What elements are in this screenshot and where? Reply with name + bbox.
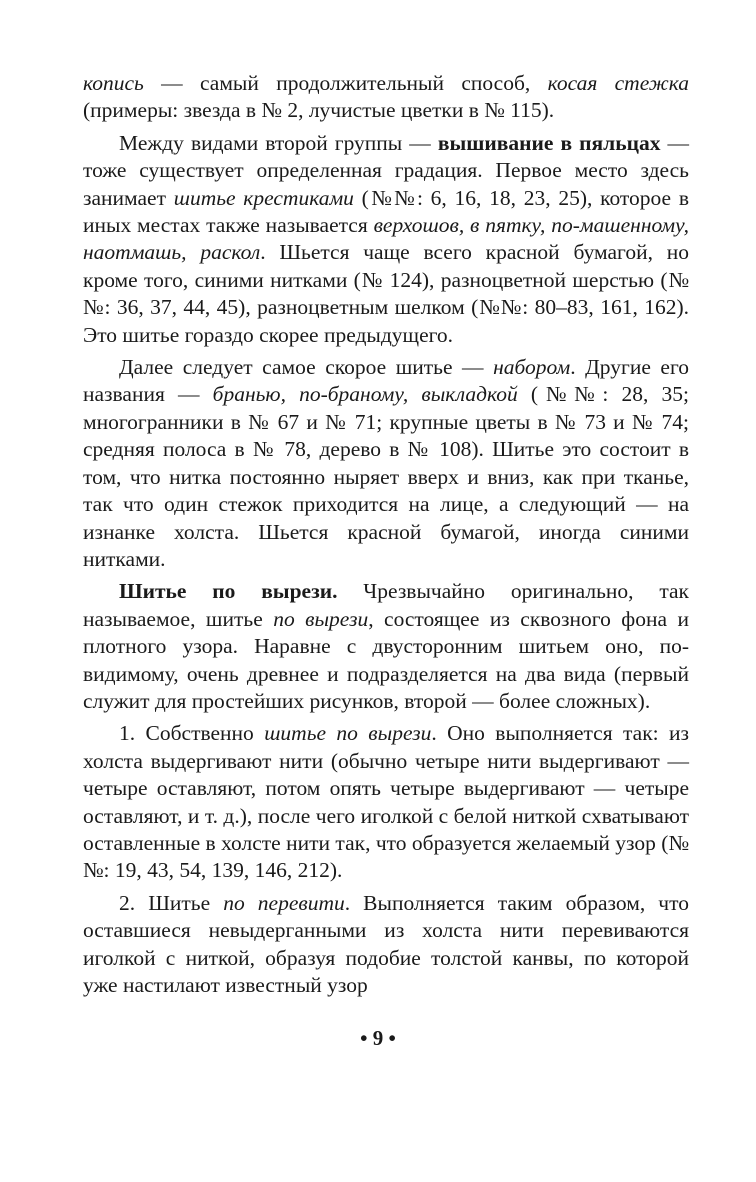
paragraph-6: 2. Шитье по перевити. Выполняется таким образом, что оставшиеся невыдерганными из холста нити перевиваются иголкой с ниткой, образуя подобие толстой канвы, по которой уже настилают известный узор [83,890,689,997]
term-po-pereviti: по перевити [223,890,345,915]
page-number: • 9 • [360,1026,396,1050]
section-heading-shitye-po-vyrezi: Шитье по вырези. [119,579,338,604]
paragraph-4: Шитье по вырези. Чрезвычайно оригинально, так называемое, шитье по вырези, состоящее из сквозного фона и плотного узора. Наравне с двусторонним шитьем оно, по-видимому, очень древнее и подразделяется на два вида (первый служит для простейших рисунков, второй — более сложных). [83,579,689,713]
term-naborom: набором [493,355,571,380]
term-kopis: копись [83,71,144,95]
term-synonyms: верхошов, в пятку, по-машенному, наотмашь, раскол [83,213,689,265]
paragraph-5: 1. Собственно шитье по вырези. Оно выполняется так: из холста выдергивают нити (обычно четыре нити выдергивают — четыре оставляют, потом опять четыре выдергивают — четыре оставляют, и т. д.), после чего иголкой с белой ниткой схватывают оставленные в холсте нити так, что образуется желаемый узор (№№: 19, 43, 54, 139, 146, 212). [83,721,690,883]
term-po-vyrezi: по вырези [273,606,369,631]
paragraph-2: Между видами второй группы — вышивание в пяльцах — тоже существует определенная градация. Первое место здесь занимает шитье крестиками (№№: 6, 16, 18, 23, 25), которое в иных местах также называется верхошов, в пятку, по-машенному, наотмашь, раскол. Шьется чаще всего красной бумагой, но кроме того, синими нитками (№ 124), разноцветной шерстью (№№: 36, 37, 44, 45), разноцветным шелком (№№: 80–83, 161, 162). Это шитье гораздо скорее предыдущего. [83,130,690,347]
term-shitye-krestikami: шитье крестиками [173,185,354,210]
paragraph-1: копись — самый продолжительный способ, косая стежка (примеры: звезда в № 2, лучистые цветки в № 115). [83,71,689,123]
term-kosaya-stezhka: косая стежка [547,71,689,95]
term-branyu: бранью, по-браному, выкладкой [212,382,518,407]
paragraph-3: Далее следует самое скорое шитье — набором. Другие его названия — бранью, по-браному, выкладкой (№№: 28, 35; многогранники в № 67 и № 71; крупные цветы в № 73 и № 74; средняя полоса в № 78, дерево в № 108). Шитье это состоит в том, что нитка постоянно ныряет вверх и вниз, как при тканье, так что один стежок приходится на лице, а следующий — на изнанке холста. Шьется красной бумагой, иногда синими нитками. [83,355,690,571]
page-body [83,70,689,1004]
term-shitye-po-vyrezi: шитье по вырези [264,721,432,746]
term-vyshivanie-v-pyaltsah: вышивание в пяльцах [437,130,661,155]
